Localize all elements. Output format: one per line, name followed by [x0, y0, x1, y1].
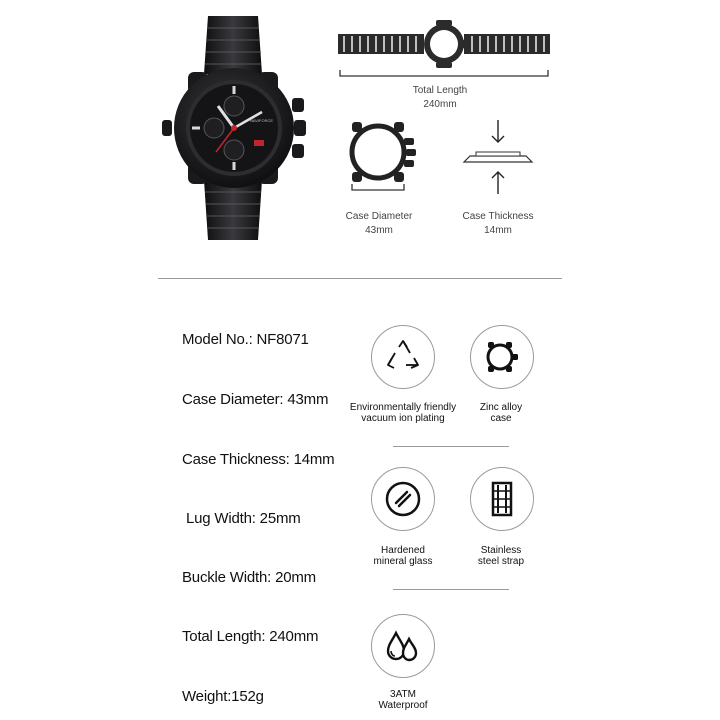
watch-brand-text: NAVIFORCE [250, 118, 274, 123]
feature-badge-strap [470, 467, 534, 531]
feature-water-line2: Waterproof [378, 700, 428, 711]
feature-plating-line1: Environmentally friendly [349, 402, 457, 413]
case-diameter-label: Case Diameter [345, 211, 413, 222]
feature-plating-line2: vacuum ion plating [361, 413, 445, 424]
watch-product-image [158, 12, 308, 244]
feature-case-line1: Zinc alloy [479, 402, 523, 413]
case-thickness-value: 14mm [484, 225, 512, 236]
total-length-value: 240mm [423, 99, 457, 110]
strap-length-diagram [336, 14, 552, 82]
feature-badge-case [470, 325, 534, 389]
spec-case-diameter: Case Diameter: 43mm [182, 391, 329, 408]
feature-water-caption [338, 689, 468, 711]
water-drops-icon [382, 625, 424, 667]
case-thickness-label: Case Thickness [462, 211, 534, 222]
section-divider [158, 278, 562, 279]
feature-badge-water [371, 614, 435, 678]
feature-badge-glass [371, 467, 435, 531]
feature-divider-2 [393, 589, 509, 590]
spec-weight: Weight:152g [182, 688, 264, 705]
feature-case-caption [436, 402, 566, 424]
spec-lug-width: Lug Width: 25mm [186, 510, 301, 527]
feature-badge-plating [371, 325, 435, 389]
feature-strap-caption [436, 545, 566, 567]
watch-case-icon [482, 337, 522, 377]
feature-strap-line2: steel strap [477, 556, 525, 567]
total-length-label: Total Length [412, 85, 468, 96]
spec-model-number: Model No.: NF8071 [182, 331, 309, 348]
steel-strap-icon [482, 479, 522, 519]
spec-case-thickness: Case Thickness: 14mm [182, 451, 335, 468]
recycle-icon [384, 338, 422, 376]
case-thickness-diagram [460, 116, 536, 198]
spec-total-length: Total Length: 240mm [182, 628, 319, 645]
feature-divider-1 [393, 446, 509, 447]
spec-buckle-width: Buckle Width: 20mm [182, 569, 316, 586]
feature-case-line2: case [490, 413, 512, 424]
feature-water-line1: 3ATM [390, 689, 416, 700]
feature-strap-line1: Stainless [480, 545, 522, 556]
case-diameter-value: 43mm [365, 225, 393, 236]
feature-glass-line1: Hardened [381, 545, 425, 556]
feature-glass-line2: mineral glass [373, 556, 433, 567]
case-diameter-diagram [344, 118, 420, 196]
glass-icon [383, 479, 423, 519]
